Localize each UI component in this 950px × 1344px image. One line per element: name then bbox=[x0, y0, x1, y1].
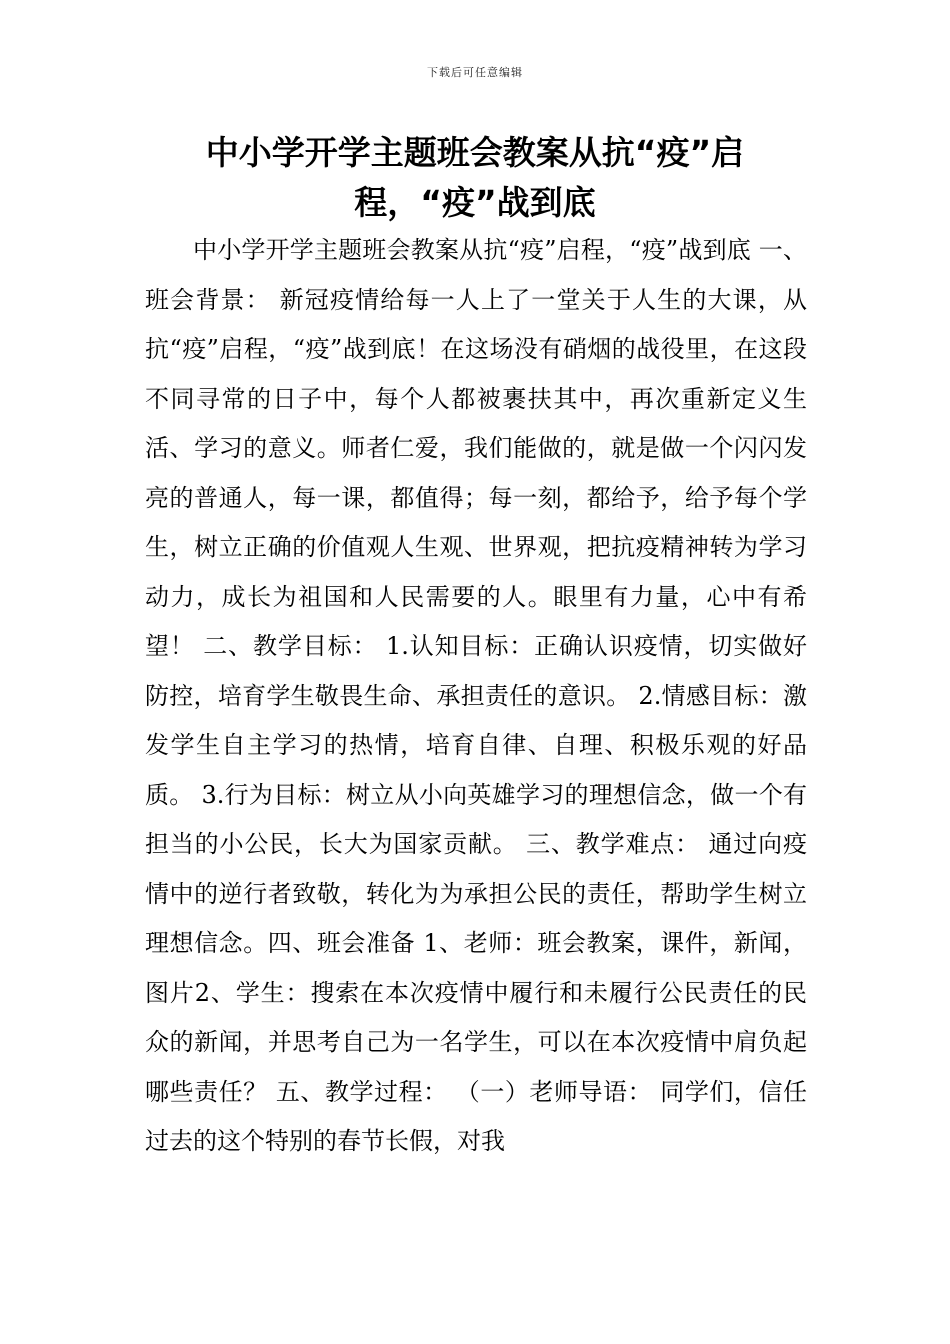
header-note: 下载后可任意编辑 bbox=[427, 66, 523, 79]
document-title: 中小学开学主题班会教案从抗“疫”启程，“疫”战到底 bbox=[205, 133, 745, 222]
body-paragraph: 中小学开学主题班会教案从抗“疫”启程，“疫”战到底 一、班会背景： 新冠疫情给每一人上了一堂关于人生的大课，从抗“疫”启程，“疫”战到底！在这场没有硝烟的战役里，在这段不同寻常的日子中，每个人都被裹扶其中，再次重新定义生活、学习的意义。师者仁爱，我们能做的，就是做一个闪闪发亮的普通人，每一课，都值得；每一刻，都给予，给予每个学生，树立正确的价值观人生观、世界观，把抗疫精神转为学习动力，成长为祖国和人民需要的人。眼里有力量，心中有希望！ 二、教学目标： 1.认知目标：正确认识疫情，切实做好防控，培育学生敬畏生命、承担责任的意识。 2.情感目标：激发学生自主学习的热情，培育自律、自理、积极乐观的好品质。 3.行为目标：树立从小向英雄学习的理想信念，做一个有担当的小公民，长大为国家贡献。 三、教学难点： 通过向疫情中的逆行者致敬，转化为为承担公民的责任，帮助学生树立理想信念。四、班会准备 1、老师：班会教案，课件，新闻，图片2、学生：搜索在本次疫情中履行和未履行公民责任的民众的新闻，并思考自己为一名学生，可以在本次疫情中肩负起哪些责任？ 五、教学过程： （一）老师导语： 同学们，信任过去的这个特别的春节长假，对我 bbox=[145, 236, 807, 1155]
